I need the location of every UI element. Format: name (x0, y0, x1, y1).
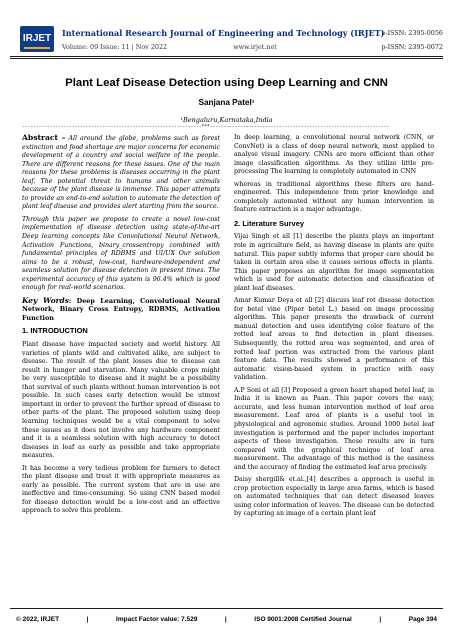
cnn-paragraph-1: In deep learning, a convolutional neural network (CNN, or ConvNet) is a class of deep neural network, most applied to analyse visual imagery. CNNs are more efficient than other image classification algorithms. As they utilize little pre-processing The learning is completely automated in CNN (234, 134, 434, 176)
intro-paragraph-1: Plant disease have impacted society and world history. All varieties of plants wild and cultivated alike, are subject to disease. The result of the plant losses due to disease can result in hunger and starvation. Many valuable crops might be very susceptible to disease and it might be a possibility that survival of such plants without human intervention is not possible. In such cases early detection would be utmost important in order to prevent the further spread of disease to other parts of the plant. The proposed solution using deep learning techniques would be a vital component to solve these issues as it does not involve any hardware component and it is a seamless solution with high accuracy to detect diseases in leaf as early as possible and take appropriate measures. (22, 341, 220, 460)
e-issn: e-ISSN: 2395-0056 (381, 29, 443, 37)
cnn-paragraph-2: whereas in traditional algorithms these filters are hand-engineered. This independence from prior knowledge and completely automated without any human intervention in feature extraction is a major advantage. (234, 180, 434, 214)
left-column (22, 134, 220, 520)
header-rule (10, 56, 443, 57)
literature-paragraph-1: Vijai Singh et all [1] describe the plants plays an important role in agriculture field, as having disease in plants are quite natural. This paper subtly informs that proper care should be taken in certain area else it causes serious effects in plants. This paper proposes an algorithm for image segmentation which is used for automatic detection and classification of plant leaf diseases. (234, 233, 434, 292)
paper-title: Plant Leaf Disease Detection using Deep Learning and CNN (65, 77, 388, 89)
volume-issue: Volume: 09 Issue: 11 | Nov 2022 (62, 43, 168, 51)
paper-author: Sanjana Patel¹ (198, 98, 255, 107)
p-issn: p-ISSN: 2395-0072 (381, 43, 443, 51)
abstract-paragraph-1: All around the globe, problems such as forest extinction and food shortage are major concerns for economic development of a country and social welfare of the people. There are different reasons for these issues. One of the main reasons for these problems is diseases occurring in the plant leaf. The potential threat to humans and other animals because of the plant disease is immense. This paper attempts to provide an end-to-end solution to automate the detection of plant leaf disease and provides alert starting from the source. (22, 135, 221, 211)
keywords-text: : Deep Learning, Convolutional Neural Network, Binary Cross Entropy, RDBMS, Activation Function (22, 296, 220, 322)
right-column (234, 134, 434, 523)
literature-heading: 2. Literature Survey (234, 218, 305, 228)
keywords-label: Key Words (22, 295, 69, 305)
abstract-label: Abstract – (22, 133, 66, 142)
footer-page-number: Page 394 (408, 616, 437, 623)
footer-rule (10, 608, 443, 609)
intro-heading: 1. INTRODUCTION (22, 326, 88, 336)
footer-impact-factor: Impact Factor value: 7.529 (116, 616, 198, 623)
author-affiliation: ¹Bengaluru,Karnataka,India (180, 116, 273, 124)
keywords (22, 297, 220, 323)
abstract-paragraph-2: Through this paper we propose to create a novel low-cost implementation of disease detection using state-of-the-art Deep learning concepts like Convolutional Neural Network, Activation Functions, binary_crossentropy combined with fundamental principles of RDBMS and UI/UX Our solution aims to be a robust, low-cost, hardware-independent and seamless solution for disease detection in present times. The experimental accuracy of this system is 96.4% which is good enough for real-world scenarios. (22, 215, 220, 292)
journal-name: International Research Journal of Engineering and Technology (IRJET) (62, 28, 385, 38)
literature-paragraph-3: A.P Soni et all [3] Proposed a green heart shaped betel leaf, in India it is known as Paan. This paper covers the easy, accurate, and less human intervention method of leaf area measurement. Leaf area of plants is a useful tool in physiological and agronomic studies. Around 1000 betel leaf investigation is performed and the paper includes important aspects of these investigation. These results are in turn compared with the graphical technique of leaf area measurement. The advantage of this method is the easiness and the accuracy of finding the estimated leaf area precisely. (234, 386, 434, 471)
footer-iso: ISO 9001:2008 Certified Journal (254, 616, 352, 623)
journal-header (0, 0, 453, 62)
page-footer (16, 616, 437, 623)
literature-paragraph-2: Amar Kumar Deya et all [2] discuss leaf rot disease detection for betel vine (Piper betel L.) based on image processing algorithm. This paper presents the drawback of current manual detection and uses identifying color feature of the rotted leaf areas to find detection in plant diseases. Subsequently, the rotted area was segmented, and area of rotted leaf portion was extracted from the various plant feature data. The results showed a performance of this automatic vision-based system in practice with easy validation. (234, 297, 434, 382)
footer-divider: | (379, 616, 382, 623)
journal-website[interactable]: www.irjet.net (233, 43, 277, 51)
footer-copyright: © 2022, IRJET (16, 616, 60, 623)
literature-paragraph-4: Daisy shergill& et.al.,[4] describes a approach is useful in crop protection especially in large area farms, which is based on automated techniques that can detect diseased leaves using color information of leaves. The disease can be detected by capturing an image of a certain plant leaf (234, 476, 434, 518)
footer-divider: | (86, 616, 89, 623)
header-rule-2 (10, 58, 443, 59)
irjet-logo: IRJET (20, 26, 54, 52)
section-separator: -----------------------------------------------------------------***----------------------------------------------------------------- (22, 124, 390, 130)
abstract (22, 134, 220, 212)
intro-paragraph-2: It has become a very tedious problem for farmers to detect the plant disease and treat it with appropriate measures as early as possible. The current system that are in use are ineffective and time-consuming. So using CNN based model for disease detection would be a low-cost and an effective approach to solve this problem. (22, 464, 220, 515)
footer-divider: | (224, 616, 227, 623)
volume-line (62, 43, 277, 51)
